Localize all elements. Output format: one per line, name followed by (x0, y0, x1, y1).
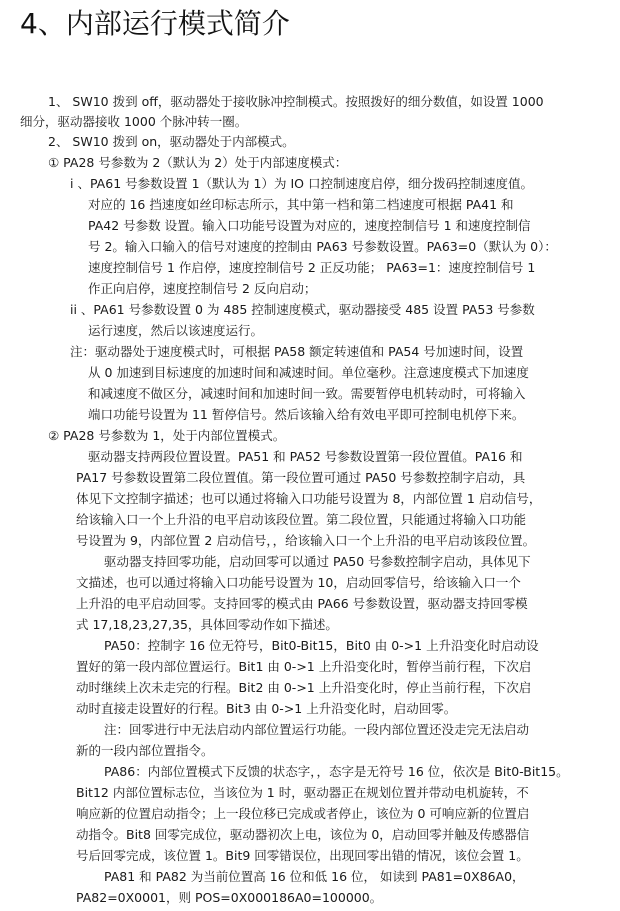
paragraph-line: 响应新的位置启动指令；上一段位移已完成或者停止，该位为 0 可响应新的位置启 (76, 806, 530, 821)
paragraph-line: PA17 号参数设置第二段位置值。第一段位置可通过 PA50 号参数控制字启动，具 (76, 470, 526, 485)
note-line: 从 0 加速到目标速度的加速时间和减速时间。单位毫秒。注意速度模式下加速度 (88, 365, 529, 380)
paragraph-line: 给该输入口一个上升沿的电平启动该段位置。第二段位置，只能通过将输入口功能 (76, 512, 527, 527)
paragraph-line: 1、 SW10 拨到 off，驱动器处于接收脉冲控制模式。按照拨好的细分数值，如设置 1000 (48, 94, 544, 109)
note-line: 端口功能号设置为 11 暂停信号。然后该输入给有效电平即可控制电机停下来。 (88, 407, 525, 422)
paragraph-line: Bit12 内部位置标志位，当该位为 1 时，驱动器正在规划位置并带动电机旋转，不 (76, 785, 529, 800)
paragraph-line: ii 、PA61 号参数设置 0 为 485 控制速度模式，驱动器接受 485 设置 PA53 号参数 (70, 302, 535, 317)
paragraph-line: PA82=0X0001，则 POS=0X000186A0=100000。 (76, 890, 383, 905)
paragraph-line: 置好的第一段内部位置运行。Bit1 由 0->1 上升沿变化时，暂停当前行程，下次启 (76, 659, 532, 674)
paragraph-line: 作正向启停，速度控制信号 2 反向启动； (88, 281, 317, 296)
paragraph-line: 号 2。输入口输入的信号对速度的控制由 PA63 号参数设置。PA63=0（默认为 0）： (88, 239, 557, 254)
paragraph-line: 2、 SW10 拨到 on，驱动器处于内部模式。 (48, 134, 295, 149)
paragraph-line: PA42 号参数 设置。输入口功能号设置为对应的，速度控制信号 1 和速度控制信 (88, 218, 531, 233)
paragraph-line: 文描述，也可以通过将输入口功能号设置为 10，启动回零信号，给该输入口一个 (76, 575, 521, 590)
paragraph-line: 体见下文控制字描述；也可以通过将输入口功能号设置为 8，内部位置 1 启动信号， (76, 491, 542, 506)
paragraph-line: ② PA28 号参数为 1，处于内部位置模式。 (48, 428, 286, 443)
note-line: 和减速度不做区分，减速时间和加速时间一致。需要暂停电机转动时，可将输入 (88, 386, 526, 401)
paragraph-line: 号后回零完成，该位置 1。Bit9 回零错误位，出现回零出错的情况，该位会置 1。 (76, 848, 529, 863)
paragraph-line: 动时继续上次未走完的行程。Bit2 由 0->1 上升沿变化时，停止当前行程，下次启 (76, 680, 532, 695)
paragraph-line: 细分，驱动器接收 1000 个脉冲转一圈。 (20, 114, 248, 129)
paragraph-line: PA81 和 PA82 为当前位置高 16 位和低 16 位， 如读到 PA81=0X86A0， (104, 869, 525, 884)
paragraph-line: 驱动器支持两段位置设置。PA51 和 PA52 号参数设置第一段位置值。PA16 和 (88, 449, 523, 464)
paragraph-line: 动指令。Bit8 回零完成位，驱动器初次上电，该位为 0，启动回零并触及传感器信 (76, 827, 530, 842)
paragraph-line: 动时直接走设置好的行程。Bit3 由 0->1 上升沿变化时，启动回零。 (76, 701, 457, 716)
paragraph-line: i 、PA61 号参数设置 1（默认为 1）为 IO 口控制速度启停，细分拨码控制速度值。 (70, 176, 533, 191)
paragraph-line: 驱动器支持回零功能，启动回零可以通过 PA50 号参数控制字启动，具体见下 (104, 554, 531, 569)
paragraph-line: ① PA28 号参数为 2（默认为 2）处于内部速度模式： (48, 155, 348, 170)
paragraph-line: 运行速度，然后以该速度运行。 (88, 323, 264, 338)
paragraph-line: 速度控制信号 1 作启停，速度控制信号 2 正反功能； PA63=1：速度控制信号 1 (88, 260, 536, 275)
note-line: 新的一段内部位置指令。 (76, 743, 214, 758)
paragraph-line: PA86：内部位置模式下反馈的状态字，，态字是无符号 16 位，依次是 Bit0-Bit15。 (104, 764, 569, 779)
paragraph-line: 号设置为 9，内部位置 2 启动信号，，给该输入口一个上升沿的电平启动该段位置。 (76, 533, 536, 548)
paragraph-line: 上升沿的电平启动回零。支持回零的模式由 PA66 号参数设置，驱动器支持回零模 (76, 596, 528, 611)
note-line: 注：回零进行中无法启动内部位置运行功能。一段内部位置还没走完无法启动 (104, 722, 530, 737)
note-line: 注：驱动器处于速度模式时，可根据 PA58 额定转速值和 PA54 号加速时间，设置 (70, 344, 524, 359)
paragraph-line: 对应的 16 挡速度如丝印标志所示，其中第一档和第二档速度可根据 PA41 和 (88, 197, 514, 212)
paragraph-line: PA50：控制字 16 位无符号，Bit0-Bit15，Bit0 由 0->1 上升沿变化时启动设 (104, 638, 539, 653)
section-title: 4、内部运行模式简介 (20, 7, 290, 40)
paragraph-line: 式 17,18,23,27,35，具体回零动作如下描述。 (76, 617, 338, 632)
